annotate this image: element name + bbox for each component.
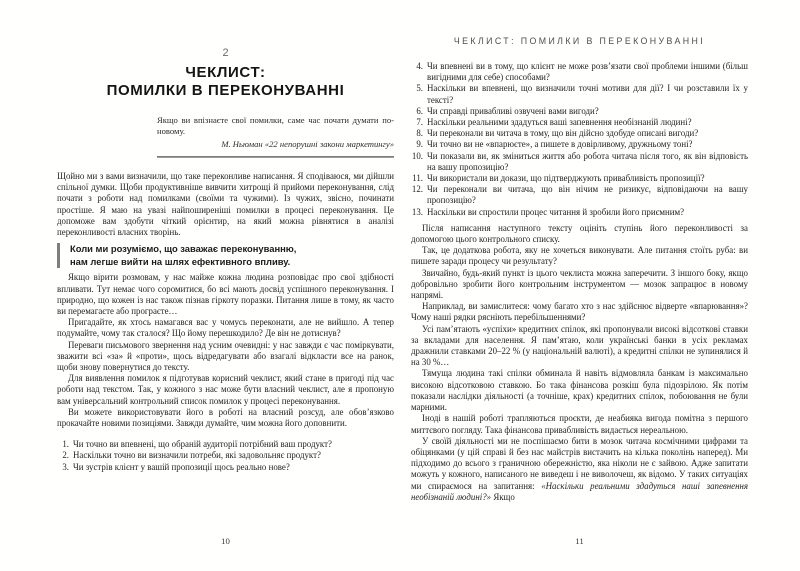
item-number: 5. xyxy=(416,83,423,94)
item-number: 9. xyxy=(416,139,423,150)
body-paragraph: Усі пам’ятають «успіхи» кредитних спілок, які пропонували високі відсоткові ставки за вкладами для населення. Я пам’ятаю, коли українські банки в усіх рекламах дражнили ставками 20–22 % (у національній валюті), а кредитні спілки не зупинялися й на 30 %… xyxy=(411,323,748,368)
intro-paragraph: Щойно ми з вами визначили, що таке переконливе написання. Я сподіваюся, ми дійшли спільної думки. Щоби продуктивніше вивчити хитрощі й прийоми переконування, слід почати з роботи над помилками (своїми та чужими). Із чужих, звісно, починати простіше. Я маю на увазі найпоширеніші помилки в процесі переконування. Це допоможе вам здобути чіткий орієнтир, на який можна рівнятися в аналізі переконливості власних творінь. xyxy=(57,171,394,238)
right-body xyxy=(411,61,748,503)
body-paragraph: Після написання наступного тексту оцініть ступінь його переконливості за допомогою цього контрольного списку. xyxy=(411,222,748,245)
body-paragraph: Так, це додаткова робота, яку не хочеться виконувати. Але питання стоїть руба: ви пишете заради процесу чи результату? xyxy=(411,245,748,267)
item-number: 1. xyxy=(62,439,69,450)
item-number: 11. xyxy=(412,173,423,184)
item-text: Чи показали ви, як зміниться життя або робота читача після того, як він відповість на вашу пропозицію? xyxy=(427,150,748,172)
item-number: 7. xyxy=(416,117,423,128)
body-paragraph: Ви можете використовувати його в роботі на власний розсуд, але обов’язково прокачайте новими позиціями. Завжди думайте, чим можна його доповнити. xyxy=(57,406,394,429)
chapter-title-line2: ПОМИЛКИ В ПЕРЕКОНУВАННІ xyxy=(106,82,345,99)
checklist-right xyxy=(411,61,748,218)
checklist-item xyxy=(411,106,748,117)
checklist-item xyxy=(411,139,748,150)
page-right xyxy=(411,0,748,571)
epigraph xyxy=(157,115,394,150)
item-number: 4. xyxy=(416,61,423,71)
checklist-item xyxy=(411,117,748,128)
checklist-item xyxy=(57,450,394,461)
item-text: Наскільки реальними здадуться ваші запевнення необізнаній людині? xyxy=(427,117,692,128)
chapter-title-line1: ЧЕКЛИСТ: xyxy=(185,64,266,81)
body-paragraph: Звичайно, будь-який пункт із цього чеклиста можна заперечити. З іншого боку, якщо добровільно зробити його контрольним інструментом — мозок запрацює в новому напрямі. xyxy=(411,267,748,301)
checklist-item xyxy=(411,173,748,184)
item-number: 6. xyxy=(416,105,423,116)
callout-line1: Коли ми розуміємо, що заважає переконуванню, xyxy=(70,243,297,255)
item-text: Наскільки точно ви визначили потреби, які задовольняє продукт? xyxy=(73,450,321,461)
epigraph-text: Якщо ви впізнаєте свої помилки, саме час почати думати по-новому. xyxy=(157,115,394,136)
chapter-title xyxy=(57,64,394,100)
checklist-item xyxy=(411,184,748,206)
checklist-item xyxy=(411,151,748,173)
body-paragraph: Для виявлення помилок я підготував корисний чеклист, який стане в пригоді під час роботи над текстом. Так, у кожного з нас може бути власний чеклист, але я пропоную вам універсальний контрольний список помилок у процесі переконування. xyxy=(57,373,394,406)
chapter-number: 2 xyxy=(222,47,229,59)
checklist-item xyxy=(411,83,748,105)
page-left xyxy=(57,0,394,571)
item-text: Чи точно ви впевнені, що обраній аудиторії потрібний ваш продукт? xyxy=(73,439,332,450)
item-text: Чи переконали ви читача, що він нічим не ризикує, відповідаючи на вашу пропозицію? xyxy=(427,184,748,206)
body-paragraph: Якщо вірити розмовам, у нас майже кожна людина розповідає про свої здібності впливати. Тут немає чого соромитися, бо всі мають досвід успішного переконування. І природно, що кожен із нас також пізнав гіркоту поразки. Питання лише в тому, як часто ви перемагаєте або програєте… xyxy=(57,272,394,317)
body-paragraph: Наприклад, ви замислитеся: чому багато хто з нас здійснює відверте «впарювання»? Чому наші рядки рясніють перебільшеннями? xyxy=(411,301,748,323)
item-number: 2. xyxy=(62,450,69,461)
running-header: ЧЕКЛИСТ: ПОМИЛКИ В ПЕРЕКОНУВАННІ xyxy=(453,36,706,46)
item-number: 10. xyxy=(411,150,423,161)
checklist-item xyxy=(57,439,394,450)
item-number: 8. xyxy=(416,128,423,139)
right-paragraphs xyxy=(411,223,748,503)
checklist-item xyxy=(411,61,748,83)
final-paragraph-post: Якщо xyxy=(491,491,515,502)
epigraph-attribution: М. Ньюман «22 непорушні закони маркетингу» xyxy=(221,139,394,149)
checklist-left xyxy=(57,439,394,473)
body-paragraph: Тямуща людина такі спілки обминала й навіть відмовляла банкам із максимально високою відсотковою ставкою. Бо така фінансова розкіш була підозрілою. Як потім показали наслідки діяльності (а точніше, крах) кредитних спілок, побоювання не були марними. xyxy=(411,368,748,413)
item-text: Чи справді привабливі озвучені вами вигоди? xyxy=(427,105,599,116)
callout-text xyxy=(60,243,296,268)
item-number: 3. xyxy=(62,461,69,472)
item-text: Чи переконали ви читача в тому, що він дійсно здобуде описані вигоди? xyxy=(427,128,699,139)
page-number-left: 10 xyxy=(221,536,230,546)
checklist-item xyxy=(57,462,394,473)
item-number: 13. xyxy=(411,206,423,217)
callout-line2: нам легше вийти на шлях ефективного впливу. xyxy=(70,255,291,267)
left-body xyxy=(57,171,394,473)
item-text: Чи зустрів клієнт у вашій пропозиції щось реально нове? xyxy=(73,461,290,472)
final-paragraph-quote: «Наскільки реальними здадуться наші запевнення необізнаній людині?» xyxy=(411,480,749,502)
epigraph-rule xyxy=(157,156,394,158)
page-number-right: 11 xyxy=(575,536,584,546)
checklist-item xyxy=(411,207,748,218)
item-number: 12. xyxy=(411,184,423,195)
body-paragraph: Переваги письмового звернення над усним очевидні: у нас завжди є час поміркувати, зважити всі «за» й «проти», щось відредагувати або взагалі відкласти все на ранок, щоби знову повернутися до тексту. xyxy=(57,339,394,373)
item-text: Чи використали ви докази, що підтверджують привабливість пропозиції? xyxy=(427,173,705,184)
item-text: Чи впевнені ви в тому, що клієнт не може розв’язати свої проблеми іншими (більш вигідними для себе) способами? xyxy=(427,61,748,83)
item-text: Чи точно ви не «впарюєте», а пишете в довірливому, дружньому тоні? xyxy=(427,139,693,150)
callout xyxy=(57,243,394,268)
checklist-item xyxy=(411,128,748,139)
final-paragraph xyxy=(411,436,748,503)
item-text: Наскільки ви впевнені, що визначили точні мотиви для дії? І чи розставили їх у тексті? xyxy=(427,83,748,105)
item-text: Наскільки ви спростили процес читання й зробили його приємним? xyxy=(427,206,685,217)
body-paragraph: Пригадайте, як хтось намагався вас у чомусь переконати, але не вийшло. А тепер подумайте, чому так сталося? Що йому перешкодило? Де він не дотиснув? xyxy=(57,317,394,339)
final-paragraph-pre: У своїй діяльності ми не поспішаємо бити в мозок читача космічними цифрами та обіцянками (у цій справі й без нас майстрів вистачить на кілька поколінь наперед). Ми підходимо до всього з граничною обережністю, яка ніколи не є зайвою. Адже запитати можуть у кожного, написаного не виведеш і не виволочеш, як відомо. У таких ситуаціях ми спираємося на запитання: xyxy=(411,435,748,491)
body-paragraph: Іноді в нашій роботі трапляються проєкти, де неабияка вигода помітна з першого миттєвого погляду. Така фінансова привабливість видається нереальною. xyxy=(411,413,748,435)
